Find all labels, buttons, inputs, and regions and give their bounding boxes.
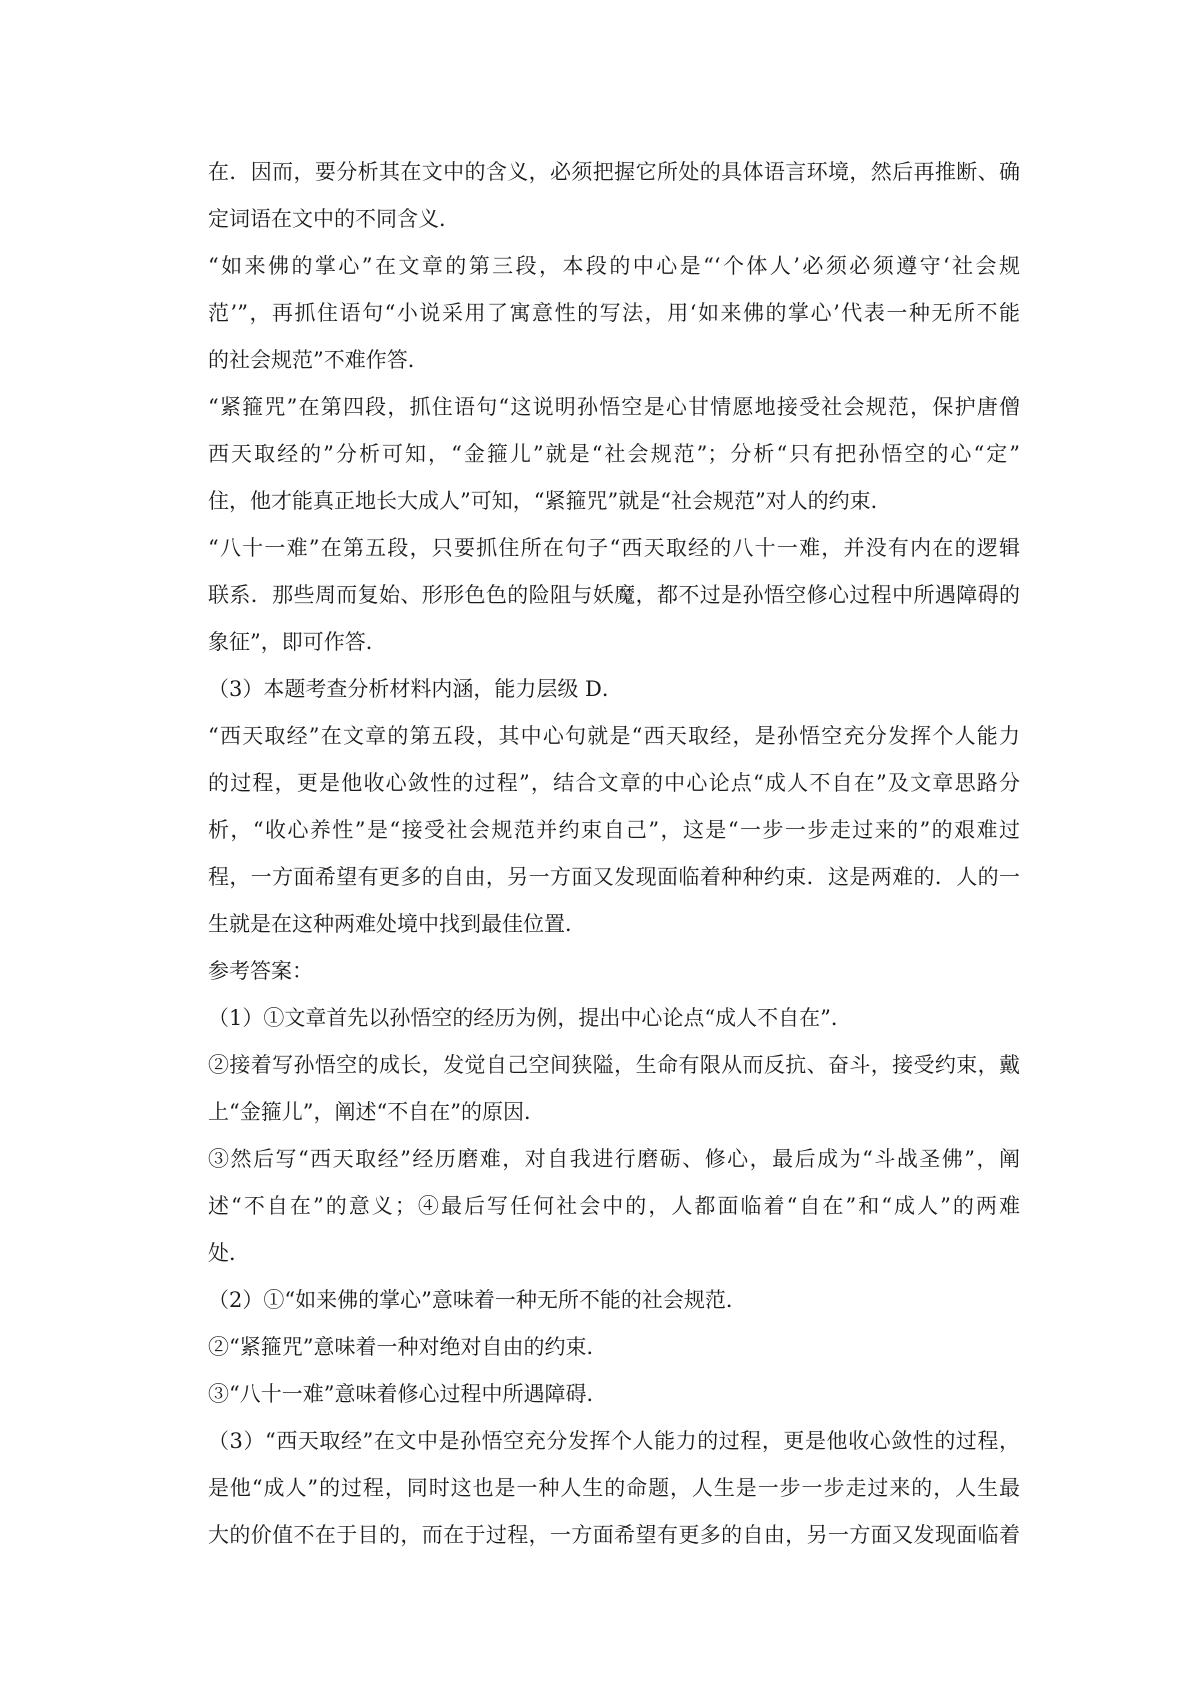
text-line: 析，“收心养性”是“接受社会规范并约束自己”，这是“一步一步走过来的”的艰难过 [208, 818, 1020, 842]
text-line: “紧箍咒”在第四段，抓住语句“这说明孙悟空是心甘情愿地接受社会规范，保护唐僧 [208, 395, 1020, 419]
text-line: 生就是在这种两难处境中找到最佳位置． [208, 912, 586, 936]
text-line: 的过程，更是他收心敛性的过程”，结合文章的中心论点“成人不自在”及文章思路分 [208, 771, 1020, 795]
answer-heading: 参考答案： [208, 959, 313, 983]
text-line: （3）“西天取经”在文中是孙悟空充分发挥个人能力的过程，更是他收心敛性的过程， [208, 1429, 1020, 1453]
text-line: 范’”，再抓住语句“小说采用了寓意性的写法，用‘如来佛的掌心’代表一种无所不能 [208, 301, 1020, 325]
text-line: 的社会规范”不难作答． [208, 348, 429, 372]
text-line: ③“八十一难”意味着修心过程中所遇障碍． [208, 1382, 608, 1406]
text-line: 象征”，即可作答． [208, 630, 387, 654]
text-line: ②“紧箍咒”意味着一种对绝对自由的约束． [208, 1335, 608, 1359]
text-line: “八十一难”在第五段，只要抓住所在句子“西天取经的八十一难，并没有内在的逻辑 [208, 536, 1020, 560]
text-line: （2）①“如来佛的掌心”意味着一种无所不能的社会规范． [208, 1288, 747, 1312]
text-line: 上“金箍儿”，阐述“不自在”的原因． [208, 1100, 545, 1124]
text-line: （1）①文章首先以孙悟空的经历为例，提出中心论点“成人不自在”． [208, 1006, 852, 1030]
text-line: 处． [208, 1241, 250, 1265]
text-line: 程，一方面希望有更多的自由，另一方面又发现面临着种种约束．这是两难的．人的一 [208, 865, 1020, 889]
text-line: 大的价值不在于目的，而在于过程，一方面希望有更多的自由，另一方面又发现面临着 [208, 1523, 1020, 1547]
text-line: “西天取经”在文章的第五段，其中心句就是“西天取经，是孙悟空充分发挥个人能力 [208, 724, 1020, 748]
text-line: “如来佛的掌心”在文章的第三段，本段的中心是“‘个体人’必须必须遵守‘社会规 [208, 254, 1020, 278]
text-line: 述“不自在”的意义；④最后写任何社会中的，人都面临着“自在”和“成人”的两难 [208, 1194, 1020, 1218]
text-line: 是他“成人”的过程，同时这也是一种人生的命题，人生是一步一步走过来的，人生最 [208, 1476, 1020, 1500]
text-line: 在．因而，要分析其在文中的含义，必须把握它所处的具体语言环境，然后再推断、确 [208, 160, 1020, 184]
text-line: 联系．那些周而复始、形形色色的险阻与妖魔，都不过是孙悟空修心过程中所遇障碍的 [208, 583, 1020, 607]
text-line: （3）本题考查分析材料内涵，能力层级 D． [208, 677, 623, 701]
text-line: 住，他才能真正地长大成人”可知，“紧箍咒”就是“社会规范”对人的约束． [208, 489, 892, 513]
text-line: 定词语在文中的不同含义． [208, 207, 460, 231]
text-line: ③然后写“西天取经”经历磨难，对自我进行磨砺、修心，最后成为“斗战圣佛”，阐 [208, 1147, 1020, 1171]
text-line: ②接着写孙悟空的成长，发觉自己空间狭隘，生命有限从而反抗、奋斗，接受约束，戴 [208, 1053, 1020, 1077]
text-line: 西天取经的”分析可知，“金箍儿”就是“社会规范”；分析“只有把孙悟空的心“定” [208, 442, 1020, 466]
document-body [208, 149, 1020, 1559]
